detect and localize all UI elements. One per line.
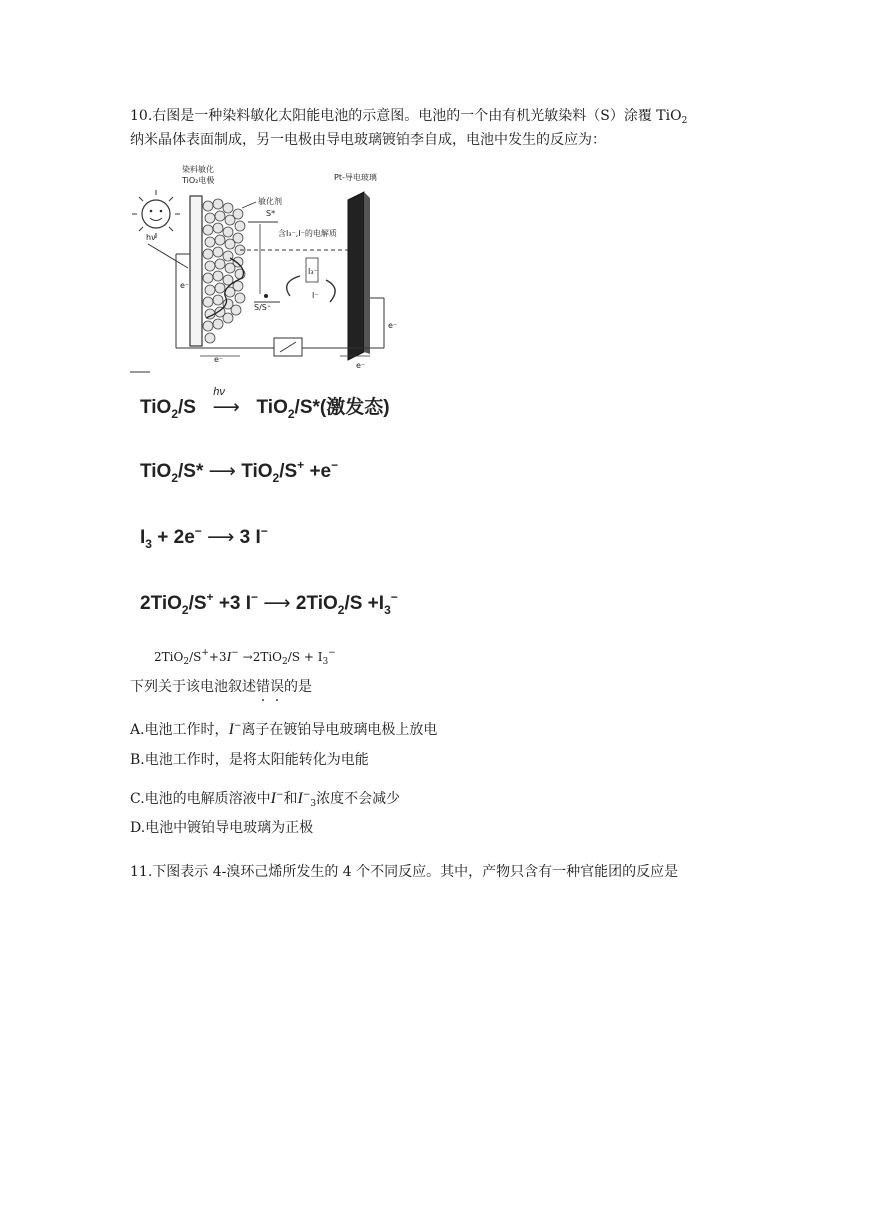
- electrolyte-label: 含I₃⁻,I⁻的电解质: [278, 229, 337, 238]
- e-label-bottom-right: e⁻: [356, 361, 366, 370]
- option-c: C.电池的电解质溶液中I−和$I^-_3$浓度不会减少: [130, 790, 401, 809]
- question-prompt: 下列关于该电池叙述错误的是: [130, 679, 312, 695]
- e-label-right: e⁻: [388, 321, 398, 330]
- equation-3: $I_3 + 2e^-$ ⟶ 3 I−: [140, 524, 268, 551]
- small-equation: $2TiO_2/S^++3I^- \to 2TiO_2/S + I_3^-$: [154, 648, 336, 667]
- solar-cell-diagram: [130, 158, 412, 374]
- q11-stem: 11.下图表示 4-溴环己烯所发生的 4 个不同反应。其中，产物只含有一种官能团的反应是: [130, 864, 679, 880]
- q10-subscript: 2: [681, 116, 688, 126]
- e-label-bottom-left: e⁻: [214, 355, 224, 364]
- option-a: A.电池工作时，I−离子在镀铂导电玻璃电极上放电: [130, 721, 438, 738]
- equation-4: 2TiO$_2$/S+ +3 I− ⟶ $2TiO_2/S +I_3^-$: [140, 590, 398, 617]
- equation-1: TiO$_2$/S hν ⟶ TiO$_2$/S*(激发态): [140, 386, 390, 421]
- sun-icon: [132, 190, 180, 238]
- i3-label: I₃⁻: [308, 267, 318, 276]
- dye-electrode-label-2: TiO₂电极: [182, 176, 215, 185]
- s-splus-label: S/S⁺: [254, 303, 272, 312]
- option-b: B.电池工作时，是将太阳能转化为电能: [130, 752, 369, 768]
- light-arrow: hν ⟶: [212, 386, 240, 418]
- hv-label: hν: [146, 233, 156, 242]
- sensitizer-label: 敏化剂: [258, 197, 282, 206]
- tio2-nanoparticles: [203, 199, 245, 343]
- pt-electrode-label: Pt-导电玻璃: [334, 173, 377, 182]
- emphasis-char-1: 错: [256, 679, 270, 695]
- tio2-glass-plate: [190, 196, 202, 346]
- pt-electrode: [348, 192, 364, 360]
- q10-stem-line2: 纳米晶体表面制成，另一电极由导电玻璃镀铂李自成，电池中发生的反应为：: [130, 132, 606, 148]
- equation-2: TiO$_2$/S* ⟶ TiO$_2$/S+ +e−: [140, 458, 339, 485]
- q10-stem-text: 10.右图是一种染料敏化太阳能电池的示意图。电池的一个由有机光敏染料（S）涂覆 TiO: [130, 108, 682, 124]
- e-label-left: e⁻: [180, 281, 190, 290]
- q10-stem-line1: [130, 106, 687, 131]
- i-label: I⁻: [312, 291, 319, 300]
- emphasis-char-2: 误: [270, 679, 284, 695]
- option-d: D.电池中镀铂导电玻璃为正极: [130, 820, 314, 836]
- s-excited-label: S*: [266, 209, 276, 218]
- dye-electrode-label-1: 染料敏化: [182, 165, 214, 174]
